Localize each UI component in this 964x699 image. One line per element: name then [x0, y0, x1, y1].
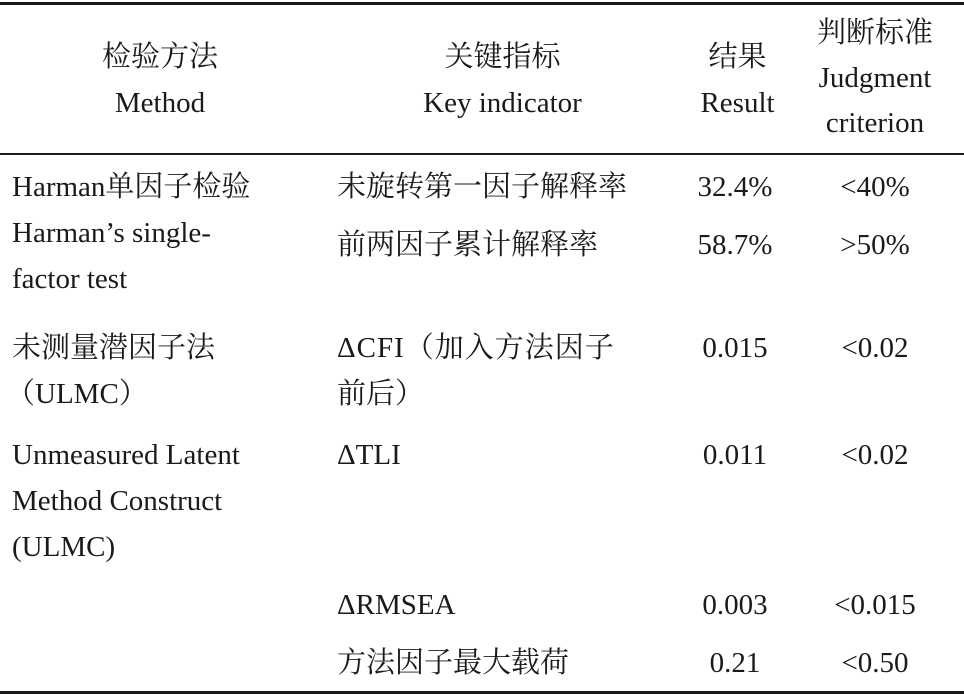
- row2-criterion: >50%: [840, 229, 910, 261]
- header-result-zh: 结果: [708, 41, 767, 73]
- row6-result: 0.21: [709, 647, 761, 679]
- row3-criterion: <0.02: [841, 332, 909, 364]
- row1-key: 未旋转第一因子解释率: [337, 171, 628, 203]
- method-harman-en2: factor test: [12, 263, 128, 295]
- row4-criterion: <0.02: [841, 439, 909, 471]
- row3-key-line2: 前后）: [337, 378, 425, 410]
- method-ulmc: [6, 325, 216, 417]
- header-key: [380, 34, 625, 126]
- method-ulmc-zh1: 未测量潜因子法: [12, 332, 216, 364]
- row3-key-line1: ΔCFI（加入方法因子: [337, 332, 615, 364]
- method-ulmc-zh2: （ULMC）: [6, 378, 148, 410]
- row5-criterion: <0.015: [834, 589, 916, 621]
- header-method-en: Method: [114, 87, 206, 119]
- method-ulmc-en1: Unmeasured Latent: [12, 439, 240, 471]
- method-harman: [12, 164, 250, 302]
- method-ulmc-en2: Method Construct: [12, 485, 223, 517]
- header-key-zh: 关键指标: [444, 41, 561, 73]
- header-rule: [0, 153, 964, 155]
- top-rule: [0, 2, 964, 5]
- method-harman-zh: Harman单因子检验: [12, 171, 251, 203]
- row6-criterion: <0.50: [841, 647, 909, 679]
- row2-result: 58.7%: [697, 229, 773, 261]
- header-result: [680, 34, 795, 126]
- method-ulmc-en: [12, 432, 240, 570]
- row1-criterion: <40%: [840, 171, 910, 203]
- row3-key: [337, 325, 615, 417]
- header-key-en: Key indicator: [423, 87, 582, 119]
- header-criterion-en1: Judgment: [818, 62, 932, 94]
- header-criterion: [795, 11, 955, 146]
- row5-key: ΔRMSEA: [337, 589, 456, 621]
- method-harman-en1: Harman’s single-: [12, 217, 211, 249]
- method-ulmc-en3: (ULMC): [12, 531, 116, 563]
- row2-key: 前两因子累计解释率: [337, 229, 599, 261]
- header-method: [60, 34, 260, 126]
- row6-key: 方法因子最大载荷: [337, 647, 570, 679]
- header-criterion-en2: criterion: [825, 107, 925, 139]
- row5-result: 0.003: [702, 589, 768, 621]
- header-method-zh: 检验方法: [101, 41, 218, 73]
- row3-result: 0.015: [702, 332, 768, 364]
- row4-key: ΔTLI: [337, 439, 401, 471]
- row1-result: 32.4%: [697, 171, 773, 203]
- bottom-rule: [0, 691, 964, 694]
- header-result-en: Result: [700, 87, 775, 119]
- header-criterion-zh: 判断标准: [816, 17, 933, 49]
- row4-result: 0.011: [702, 439, 768, 471]
